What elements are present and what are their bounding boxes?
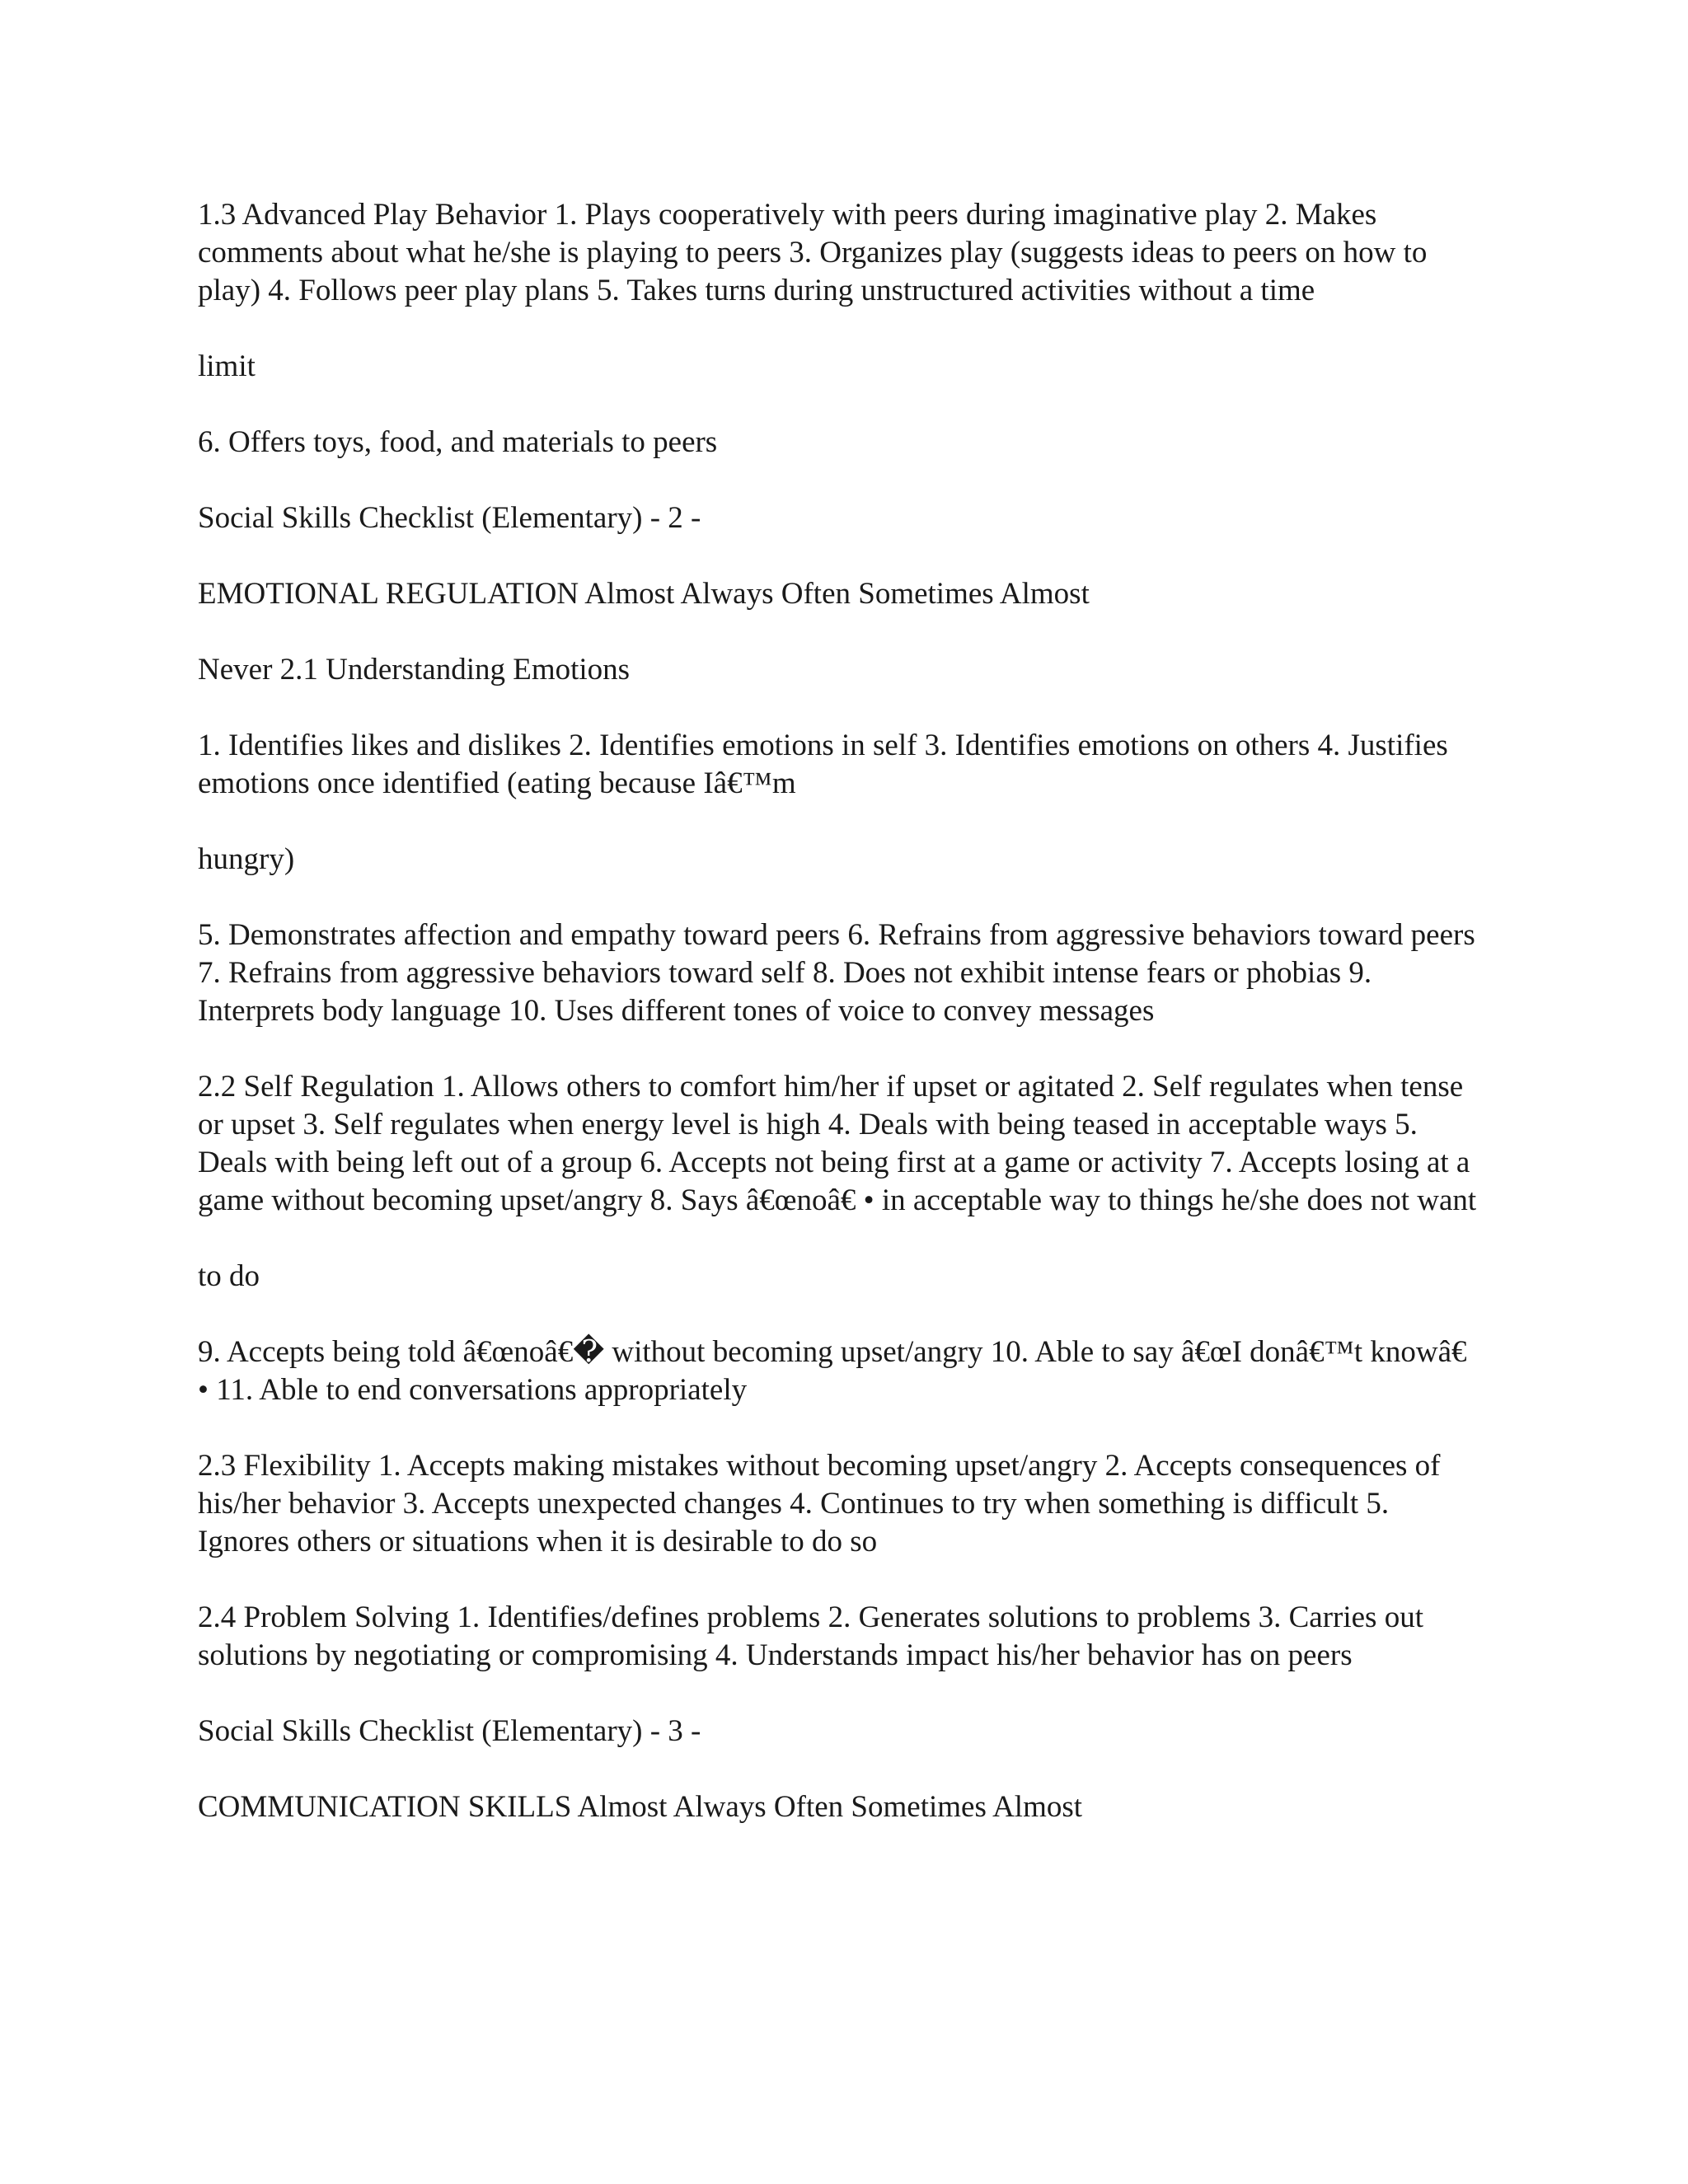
problem-solving-paragraph: 2.4 Problem Solving 1. Identifies/defines problems 2. Generates solutions to problems 3. Carries out solutions by negotiating or compromising 4. Understands impact his/her behavior has on peers [198, 1601, 1423, 1672]
flexibility-paragraph: 2.3 Flexibility 1. Accepts making mistakes without becoming upset/angry 2. Accepts consequences of his/her behavior 3. Accepts unexpected changes 4. Continues to try when something is difficult 5. Ignores others or situations when it is desirable to do so [198, 1449, 1441, 1558]
text-fragment: hungry) [198, 842, 295, 876]
section-heading-communication-skills: COMMUNICATION SKILLS Almost Always Often Sometimes Almost [198, 1790, 1083, 1824]
subsection-heading-understanding-emotions: Never 2.1 Understanding Emotions [198, 653, 631, 687]
understanding-emotions-continued-paragraph: 5. Demonstrates affection and empathy toward peers 6. Refrains from aggressive behaviors toward peers 7. Refrains from aggressive behaviors toward self 8. Does not exhibit intense fears or phobias 9. Interprets body language 10. Uses different tones of voice to convey messages [198, 918, 1475, 1028]
self-regulation-continued-paragraph: 9. Accepts being told â€œnoâ€� without becoming upset/angry 10. Able to say â€œI donâ€™t knowâ€ • 11. Able to end conversations appropriately [198, 1335, 1467, 1407]
text-fragment: to do [198, 1259, 260, 1293]
text-fragment: limit [198, 349, 256, 383]
page-header: Social Skills Checklist (Elementary) - 2 - [198, 501, 701, 535]
understanding-emotions-paragraph: 1. Identifies likes and dislikes 2. Identifies emotions in self 3. Identifies emotions on others 4. Justifies emotions once identified (eating because Iâ€™m [198, 729, 1448, 800]
section-heading-emotional-regulation: EMOTIONAL REGULATION Almost Always Often Sometimes Almost [198, 577, 1090, 611]
document-body [198, 196, 1484, 1864]
advanced-play-behavior-paragraph: 1.3 Advanced Play Behavior 1. Plays cooperatively with peers during imaginative play 2. Makes comments about what he/she is playing to peers 3. Organizes play (suggests ideas to peers on how to play) 4. Follows peer play plans 5. Takes turns during unstructured activities without a time [198, 198, 1428, 307]
page-header: Social Skills Checklist (Elementary) - 3 - [198, 1714, 701, 1748]
self-regulation-paragraph: 2.2 Self Regulation 1. Allows others to comfort him/her if upset or agitated 2. Self regulates when tense or upset 3. Self regulates when energy level is high 4. Deals with being teased in acceptable ways 5. Deals with being left out of a group 6. Accepts not being first at a game or activity 7. Accepts losing at a game without becoming upset/angry 8. Says â€œnoâ€ • in acceptable way to things he/she does not want [198, 1070, 1477, 1217]
list-item: 6. Offers toys, food, and materials to peers [198, 425, 718, 459]
